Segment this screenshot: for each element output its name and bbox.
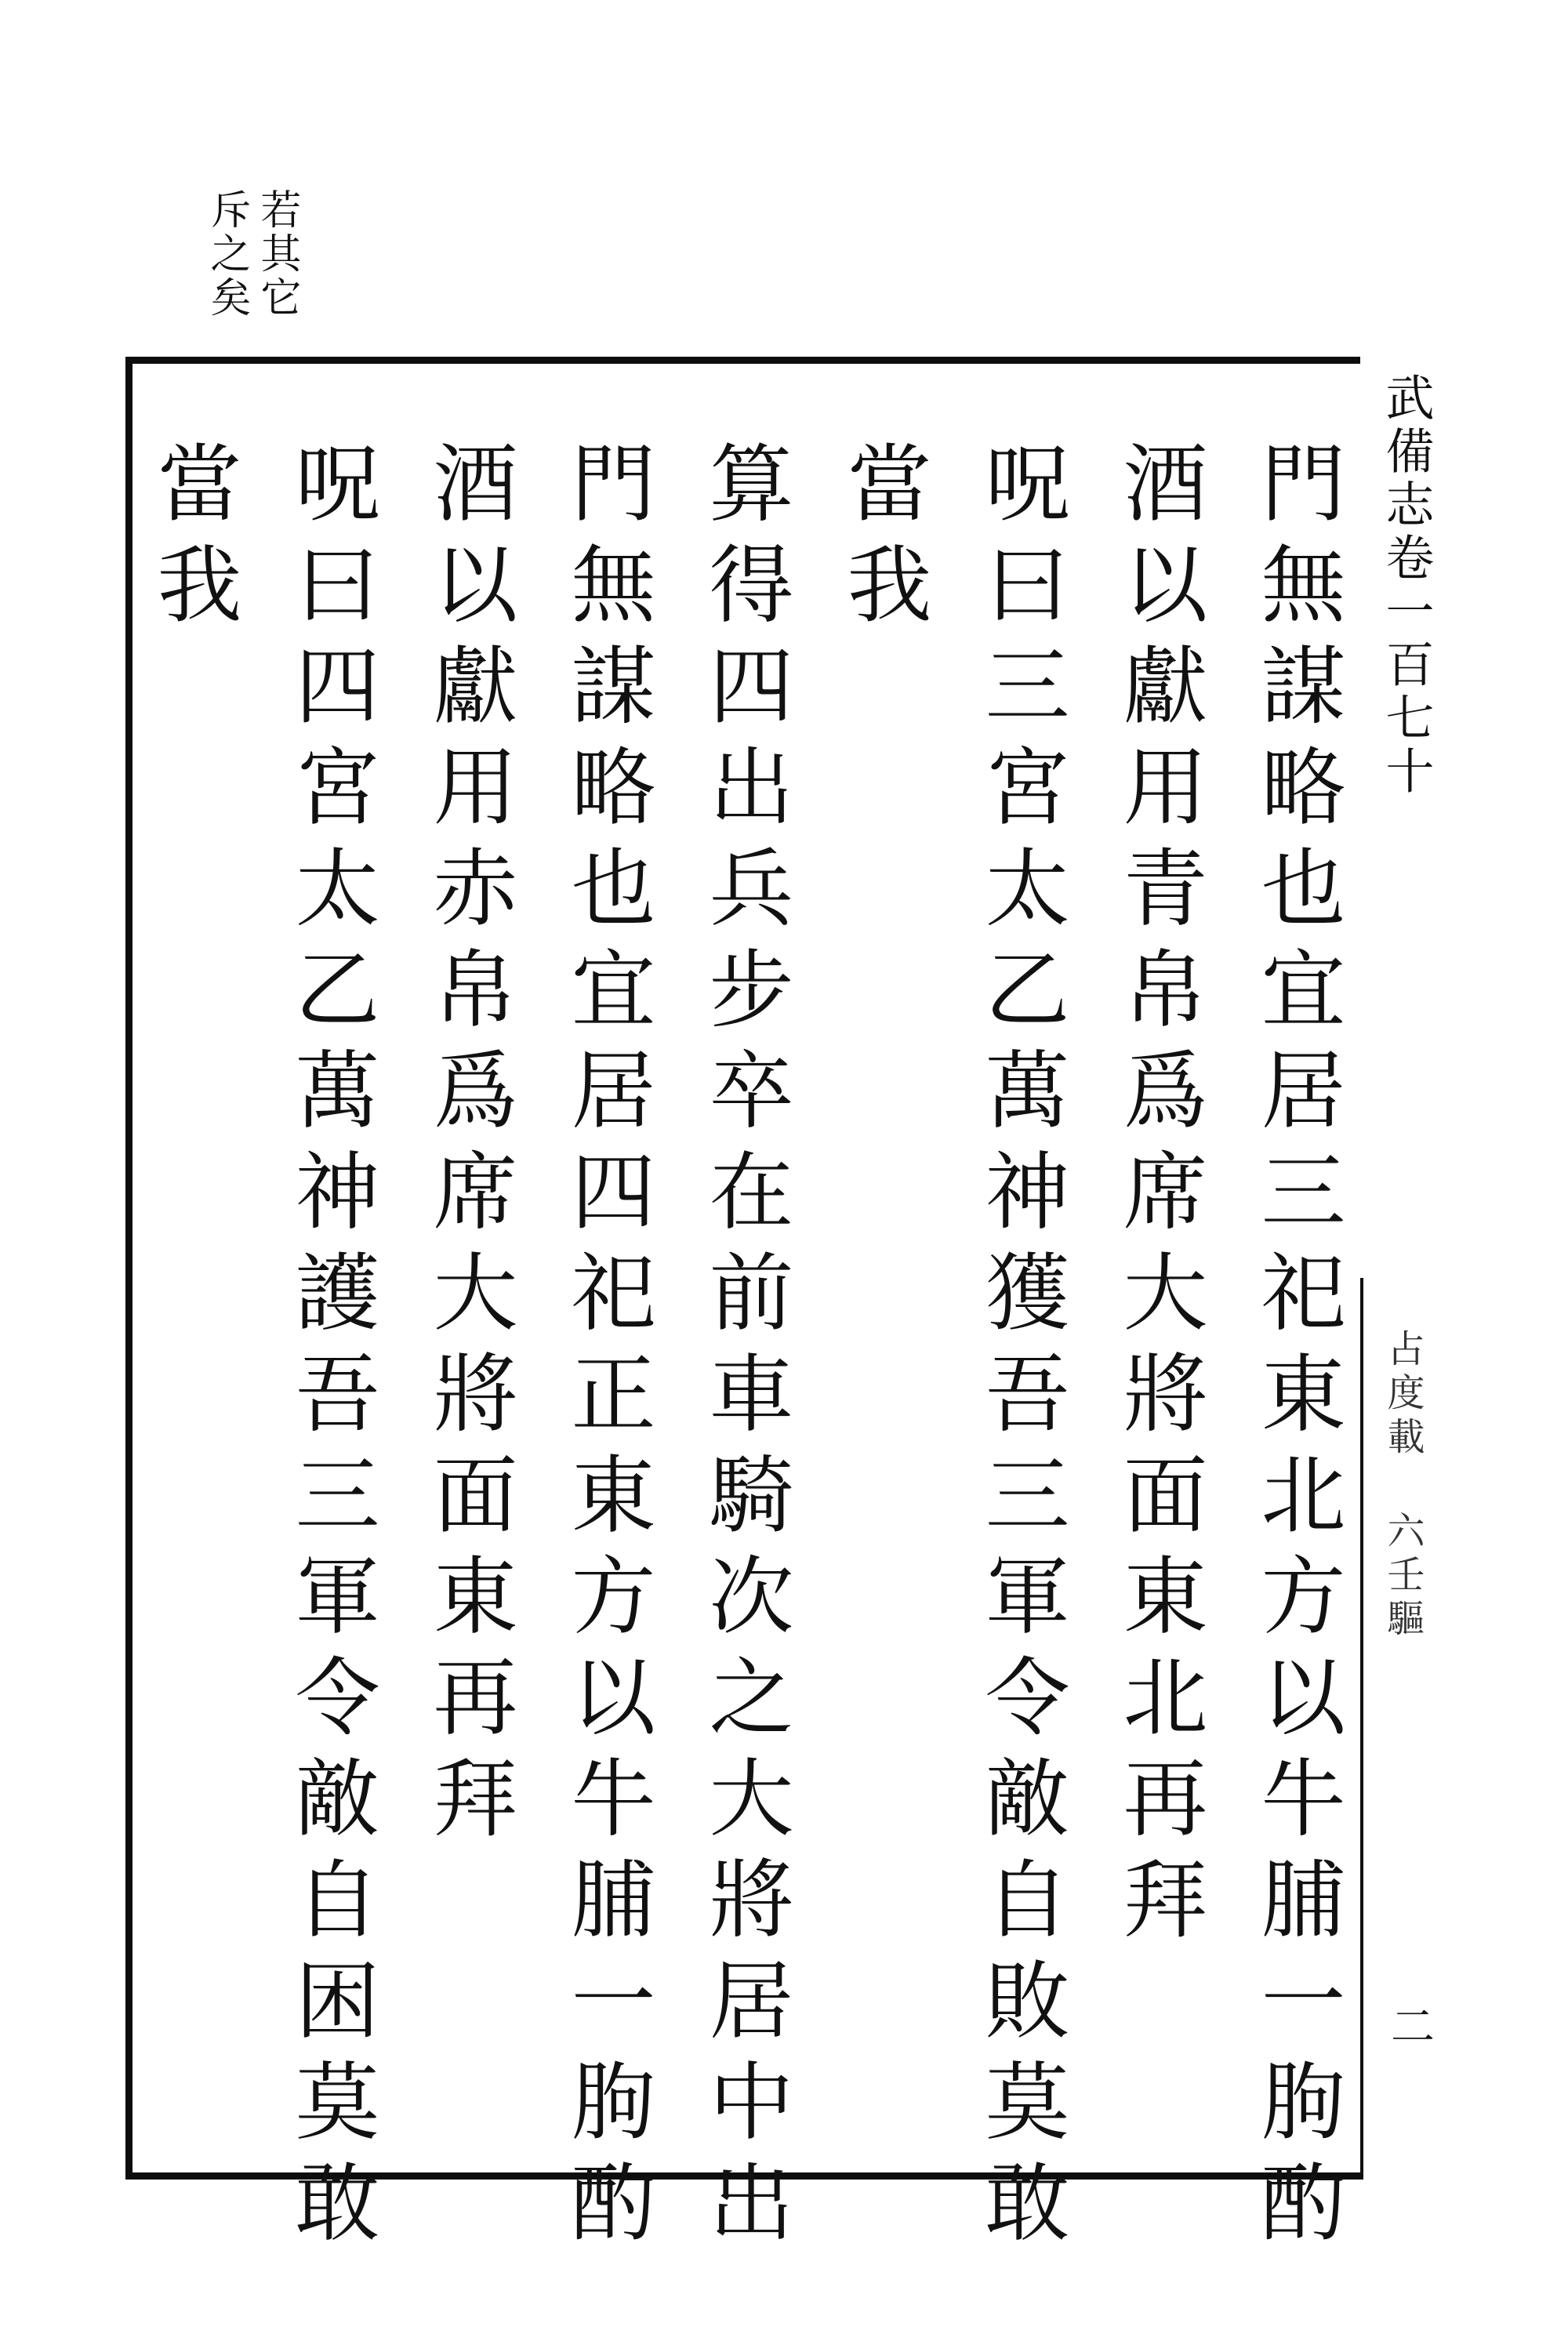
text-column: 算得四出兵步卒在前車騎次之大將居中出: [695, 439, 793, 2259]
section-title: 占度載 六壬驅: [1381, 1329, 1425, 1642]
text-column: 呪曰三宮太乙萬神獲吾三軍令敵自敗莫敢: [971, 439, 1069, 2259]
page-number: 二: [1384, 2003, 1435, 2047]
text-column: 門無謀略也宜居四祀正東方以牛脯一朐酌: [557, 439, 655, 2259]
text-column: 當我: [143, 439, 241, 641]
book-title: 武備志卷一百七十: [1377, 372, 1435, 799]
text-column: 酒以獻用赤帛爲席大將面東再拜: [419, 439, 517, 1855]
marginal-note: [203, 188, 300, 353]
page-margin-strip: [1360, 357, 1435, 2180]
text-column: 當我: [833, 439, 931, 641]
text-column: 呪曰四宮太乙萬神護吾三軍令敵自困莫敢: [281, 439, 379, 2259]
text-column: 酒以獻用青帛爲席大將面東北再拜: [1109, 439, 1207, 1956]
marginal-note-line: 若其它: [253, 188, 300, 320]
text-body: [143, 439, 1356, 2259]
margin-divider: [1360, 1278, 1363, 2180]
text-column: 門無謀略也宜居三祀東北方以牛脯一朐酌: [1247, 439, 1345, 2259]
marginal-note-line: 斥之矣: [203, 188, 250, 320]
